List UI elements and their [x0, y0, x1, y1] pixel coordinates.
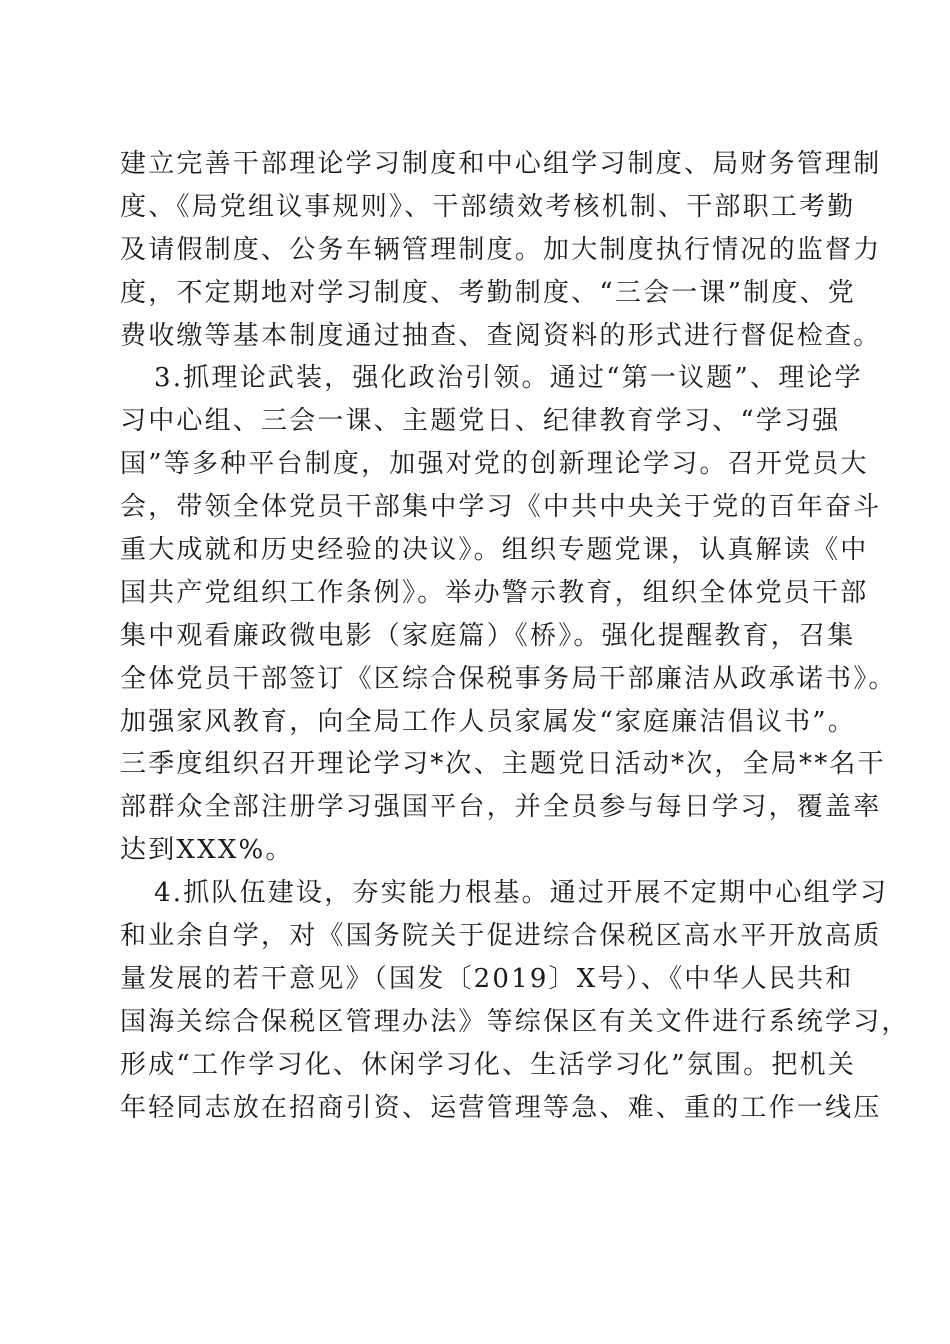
text-line: 全体党员干部签订《区综合保税事务局干部廉洁从政承诺书》。 — [120, 663, 897, 694]
text-line: 度、《局党组议事规则》、干部绩效考核机制、干部职工考勤 — [120, 191, 856, 222]
text-line: 部群众全部注册学习强国平台，并全员参与每日学习，覆盖率 — [120, 792, 882, 823]
text-line: 习中心组、三会一课、主题党日、纪律教育学习、“学习强 — [120, 406, 841, 437]
text-line: 集中观看廉政微电影（家庭篇）《桥》。强化提醒教育，召集 — [120, 620, 856, 651]
text-line: 费收缴等基本制度通过抽查、查阅资料的形式进行督促检查。 — [120, 320, 882, 351]
text-line: 建立完善干部理论学习制度和中心组学习制度、局财务管理制 — [120, 149, 882, 179]
text-line: 3.抓理论武装，强化政治引领。通过“第一议题”、理论学 — [154, 363, 863, 394]
text-line: 量发展的若干意见》（国发〔2019〕X号）、《中华人民共和 — [120, 963, 854, 994]
text-line: 三季度组织召开理论学习*次、主题党日活动*次，全局**名干 — [120, 749, 886, 780]
text-line: 加强家风教育，向全局工作人员家属发“家庭廉洁倡议书”。 — [120, 706, 856, 737]
text-line: 国”等多种平台制度，加强对党的创新理论学习。召开党员大 — [120, 449, 869, 480]
paragraph-institution-building — [120, 143, 882, 357]
text-line: 国共产党组织工作条例》。举办警示教育，组织全体党员干部 — [120, 577, 869, 608]
text-line: 形成“工作学习化、休闲学习化、生活学习化”氛围。把机关 — [120, 1049, 856, 1080]
text-line: 和业余自学，对《国务院关于促进综合保税区高水平开放高质 — [120, 921, 882, 952]
text-line: 及请假制度、公务车辆管理制度。加大制度执行情况的监督力 — [120, 234, 882, 265]
text-line: 度，不定期地对学习制度、考勤制度、“三会一课”制度、党 — [120, 277, 856, 308]
paragraph-team-building — [120, 872, 910, 1129]
text-line: 国海关综合保税区管理办法》等综保区有关文件进行系统学习， — [120, 1006, 910, 1037]
text-line: 会，带领全体党员干部集中学习《中共中央关于党的百年奋斗 — [120, 492, 882, 523]
paragraph-theory-study — [120, 357, 897, 872]
text-line: 4.抓队伍建设，夯实能力根基。通过开展不定期中心组学习 — [154, 878, 889, 909]
document-body — [120, 143, 910, 1129]
text-line: 年轻同志放在招商引资、运营管理等急、难、重的工作一线压 — [120, 1092, 882, 1123]
text-line: 重大成就和历史经验的决议》。组织专题党课，认真解读《中 — [120, 535, 869, 566]
text-line: 达到XXX%。 — [120, 835, 294, 866]
